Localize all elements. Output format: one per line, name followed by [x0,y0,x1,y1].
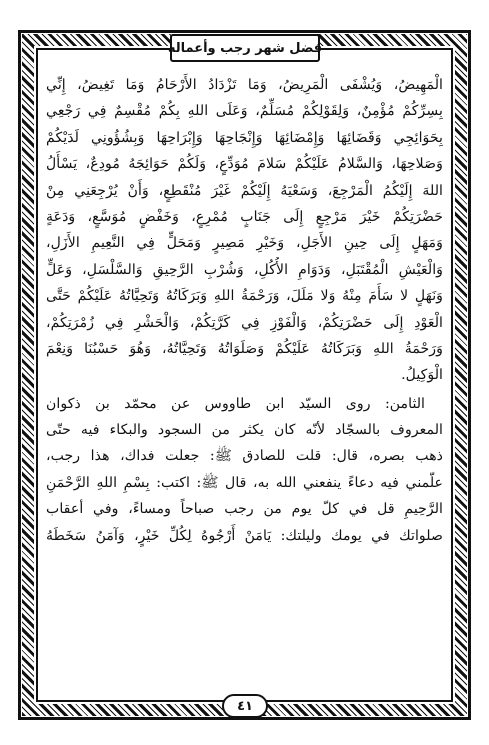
text-line: وَالْعَيْشِ الْمُقْتَبَلِ، وَدَوَامِ الأُكُلِ، وَشُرْبِ الرَّحِيقِ وَالسَّلْسَلِ، وَعَلٍّ [46,261,443,278]
text-line: الرَّحِيمِ قل في كلّ يوم من رجب صباحاً ومساءً، وفي أعقاب [46,501,443,518]
text-line: الْمَهِيضُ، وَيُشْفَى الْمَرِيضُ، وَمَا تَزْدَادُ الأَرْحَامُ وَمَا تَغِيضُ، إِنِّي [46,77,443,93]
page-number: ٤١ [237,698,253,714]
page-number-badge [222,694,268,718]
text-line: الثامن: روى السيّد ابن طاووس عن محمّد بن ذكوان [46,395,425,412]
paragraph-2 [46,391,443,549]
text-line: وَرَحْمَةُ اللهِ وَبَرَكَاتُهُ عَلَيْكُمْ وَصَلَوَاتُهُ وَتَحِيَّاتُهُ، وَهُوَ حَسْبُنَا وَنِعْمَ [46,340,443,357]
text-line: وَمَهَلٍ إِلَى حِينِ الأَجَلِ، وَخَيْرِ مَصِيرٍ وَمَحَلٍّ فِي النَّعِيمِ الأَزَلِ، [46,235,443,252]
chapter-title: فضل شهر رجب وأعماله [167,40,323,56]
text-line: بِسِرِّكُمْ مُؤْمِنٌ، وَلِقَوْلِكُمْ مُسَلِّمٌ، وَعَلَى اللهِ بِكُمْ مُقْسِمٌ فِي رَجْعِي [46,103,443,120]
text-line: الْعَوْدِ إِلَى حَضْرَتِكُمْ، وَالْفَوْزِ فِي كَرَّتِكُمْ، وَالْحَشْرِ فِي زُمْرَتِكُمْ، [46,314,443,331]
text-line: حَضْرَتِكُمْ خَيْرَ مَرْجِعٍ إِلَى جَنَابٍ مُمْرِعٍ، وَخَفْضٍ مُوَسَّعٍ، وَدَعَةٍ [46,208,443,225]
paragraph-1 [46,72,443,389]
body-text [46,72,443,684]
text-line: اللهَ إِلَيْكُمُ الْمَرْجِعَ، وَسَعْيَهُ إِلَيْكُمْ غَيْرَ مُنْقَطِعٍ، وَأَنْ يُرْجِعَنِي مِنْ [46,182,443,199]
text-line: المعروف بالسجّاد لأنّه كان يكثر من السجود والبكاء فيه حتّى [46,422,443,439]
text-line: صلواتك في يومك وليلتك: يَامَنْ أَرْجُوهُ لِكُلِّ خَيْرٍ، وَآمَنُ سَخَطَهُ [46,527,443,544]
text-line: علّمني فيه دعاءً ينفعني الله به، قال ﷺ: اكتب: بِسْمِ اللهِ الرَّحْمَنِ [46,474,443,491]
text-line: ذهب بصره، قال: قلت للصادق ﷺ: جعلت فداك، هذا رجب، [46,448,443,465]
text-line: وَصَلاحِهَا، وَالسَّلامُ عَلَيْكُمْ سَلامَ مُوَدِّعٍ، وَلَكُمْ حَوَائِجَهُ مُودِعٌ، يَسْأَلُ [46,156,443,173]
running-header [167,34,323,62]
text-line: وَنَهَلٍ لا سَأَمَ مِنْهُ وَلا مَلَلَ، وَرَحْمَةُ اللهِ وَبَرَكَاتُهُ وَتَحِيَّاتُهُ عَلَيْكُمْ حَتَّى [46,288,443,305]
text-line: بِحَوَائِجِي وَقَضَائِهَا وَإِمْضَائِهَا وَإِنْجَاحِهَا وَإِبْرَاحِهَا وَبِشُؤُونِي لَدَيْكُمْ [46,129,443,146]
text-line: الْوَكِيلُ. [401,367,443,384]
